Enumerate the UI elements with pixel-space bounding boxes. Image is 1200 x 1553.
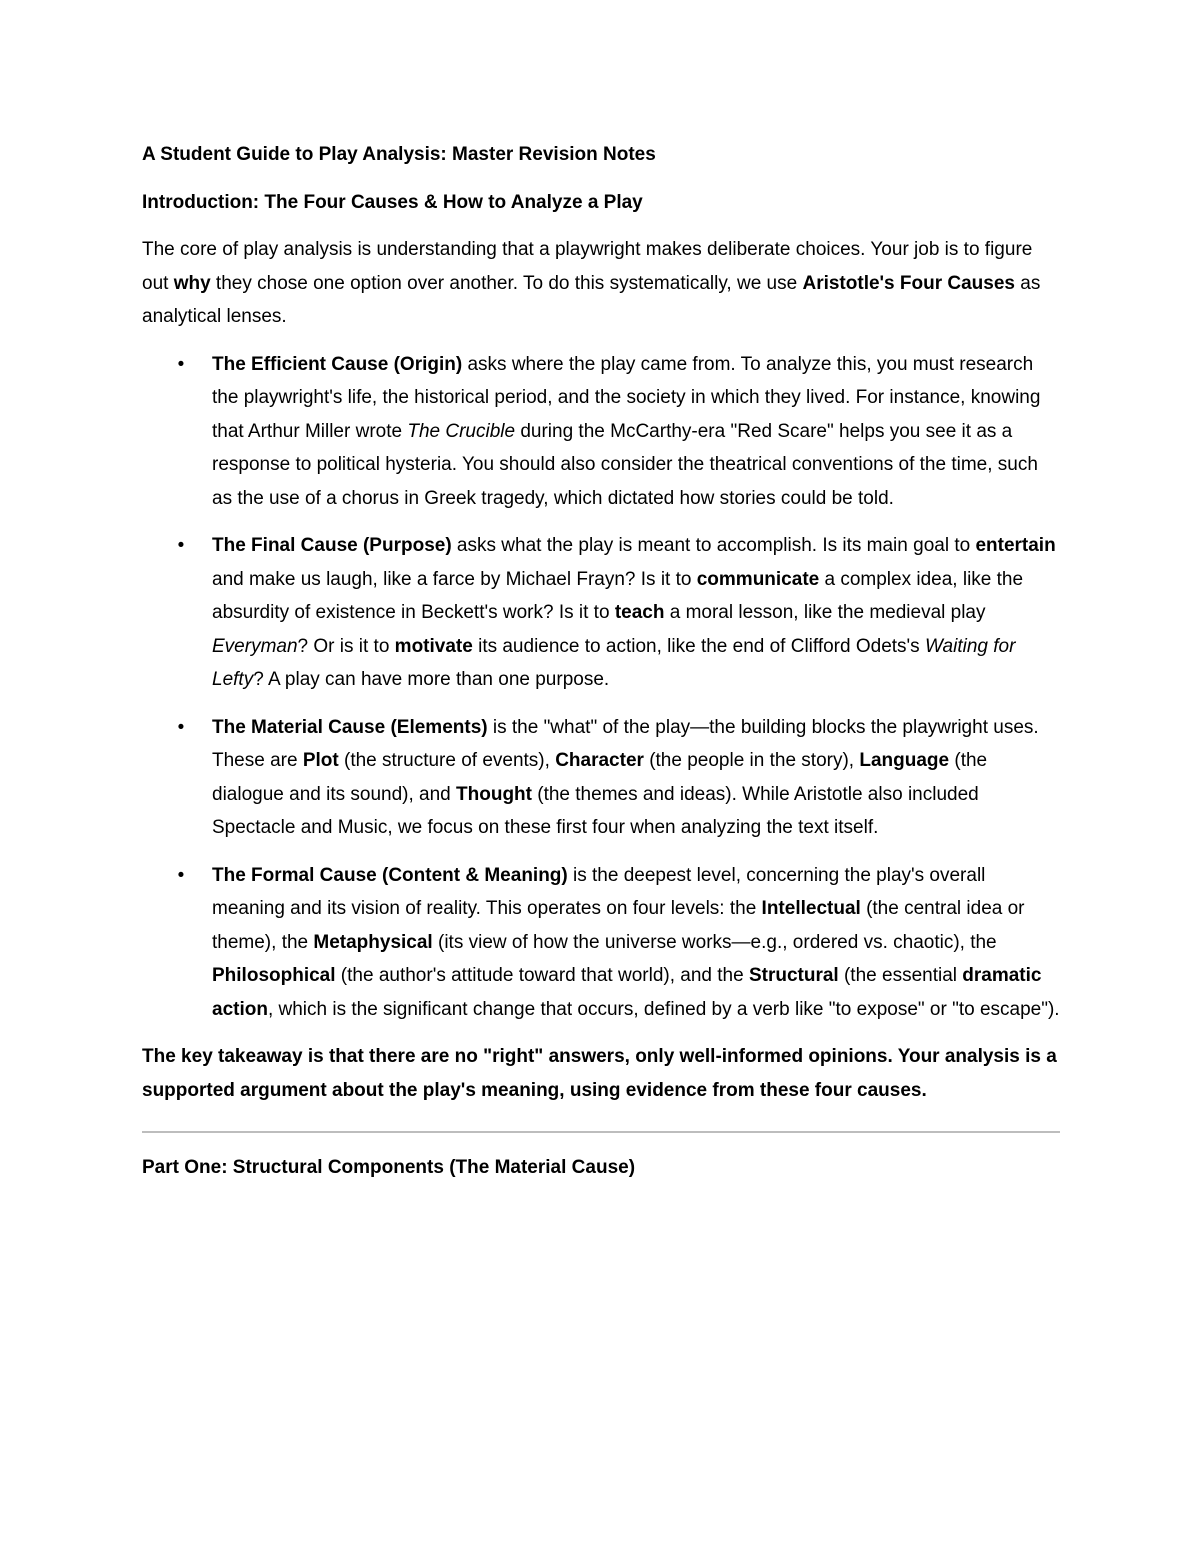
- key-takeaway: The key takeaway is that there are no "right" answers, only well-informed opinions. Your analysis is a supported argument about the play's meaning, using evidence from these four causes.: [142, 1046, 1057, 1101]
- bullet-icon: •: [177, 353, 185, 375]
- intro-heading: Introduction: The Four Causes & How to Analyze a Play: [142, 191, 643, 213]
- intro-paragraph: The core of play analysis is understanding that a playwright makes deliberate choices. Your job is to figure out why they chose one option over another. To do this systematically, we use Aristotle's Four Causes as analytical lenses.: [142, 239, 1041, 327]
- four-causes-list: [142, 348, 1060, 1027]
- bullet-icon: •: [177, 864, 185, 886]
- bullet-icon: •: [177, 716, 185, 738]
- document-page: [142, 138, 1060, 1199]
- bullet-icon: •: [177, 535, 185, 556]
- list-item-material-cause: • The Material Cause (Elements) is the "what" of the play—the building blocks the playwright uses. These are Plot (the structure of events), Character (the people in the story), Language (the dialogue and its sound), and Thought (the themes and ideas). While Aristotle also included Spectacle and Music, we focus on these first four when analyzing the text itself.: [212, 711, 1060, 845]
- list-item-final-cause: • The Final Cause (Purpose) asks what the play is meant to accomplish. Is its main goal to entertain and make us laugh, like a farce by Michael Frayn? Is it to communicate a complex idea, like the absurdity of existence in Beckett's work? Is it to teach a moral lesson, like the medieval play Everyman? Or is it to motivate its audience to action, like the end of Clifford Odets's Waiting for Lefty? A play can have more than one purpose.: [212, 529, 1060, 697]
- list-item-efficient-cause: • The Efficient Cause (Origin) asks where the play came from. To analyze this, you must research the playwright's life, the historical period, and the society in which they lived. For instance, knowing that Arthur Miller wrote The Crucible during the McCarthy-era "Red Scare" helps you see it as a response to political hysteria. You should also consider the theatrical conventions of the time, such as the use of a chorus in Greek tragedy, which dictated how stories could be told.: [212, 348, 1060, 516]
- part-one-heading: Part One: Structural Components (The Material Cause): [142, 1157, 636, 1178]
- list-item-formal-cause: • The Formal Cause (Content & Meaning) is the deepest level, concerning the play's overall meaning and its vision of reality. This operates on four levels: the Intellectual (the central idea or theme), the Metaphysical (its view of how the universe works—e.g., ordered vs. chaotic), the Philosophical (the author's attitude toward that world), and the Structural (the essential dramatic action, which is the significant change that occurs, defined by a verb like "to expose" or "to escape").: [212, 859, 1060, 1027]
- document-title: A Student Guide to Play Analysis: Master Revision Notes: [142, 144, 656, 165]
- horizontal-divider: [142, 1131, 1060, 1133]
